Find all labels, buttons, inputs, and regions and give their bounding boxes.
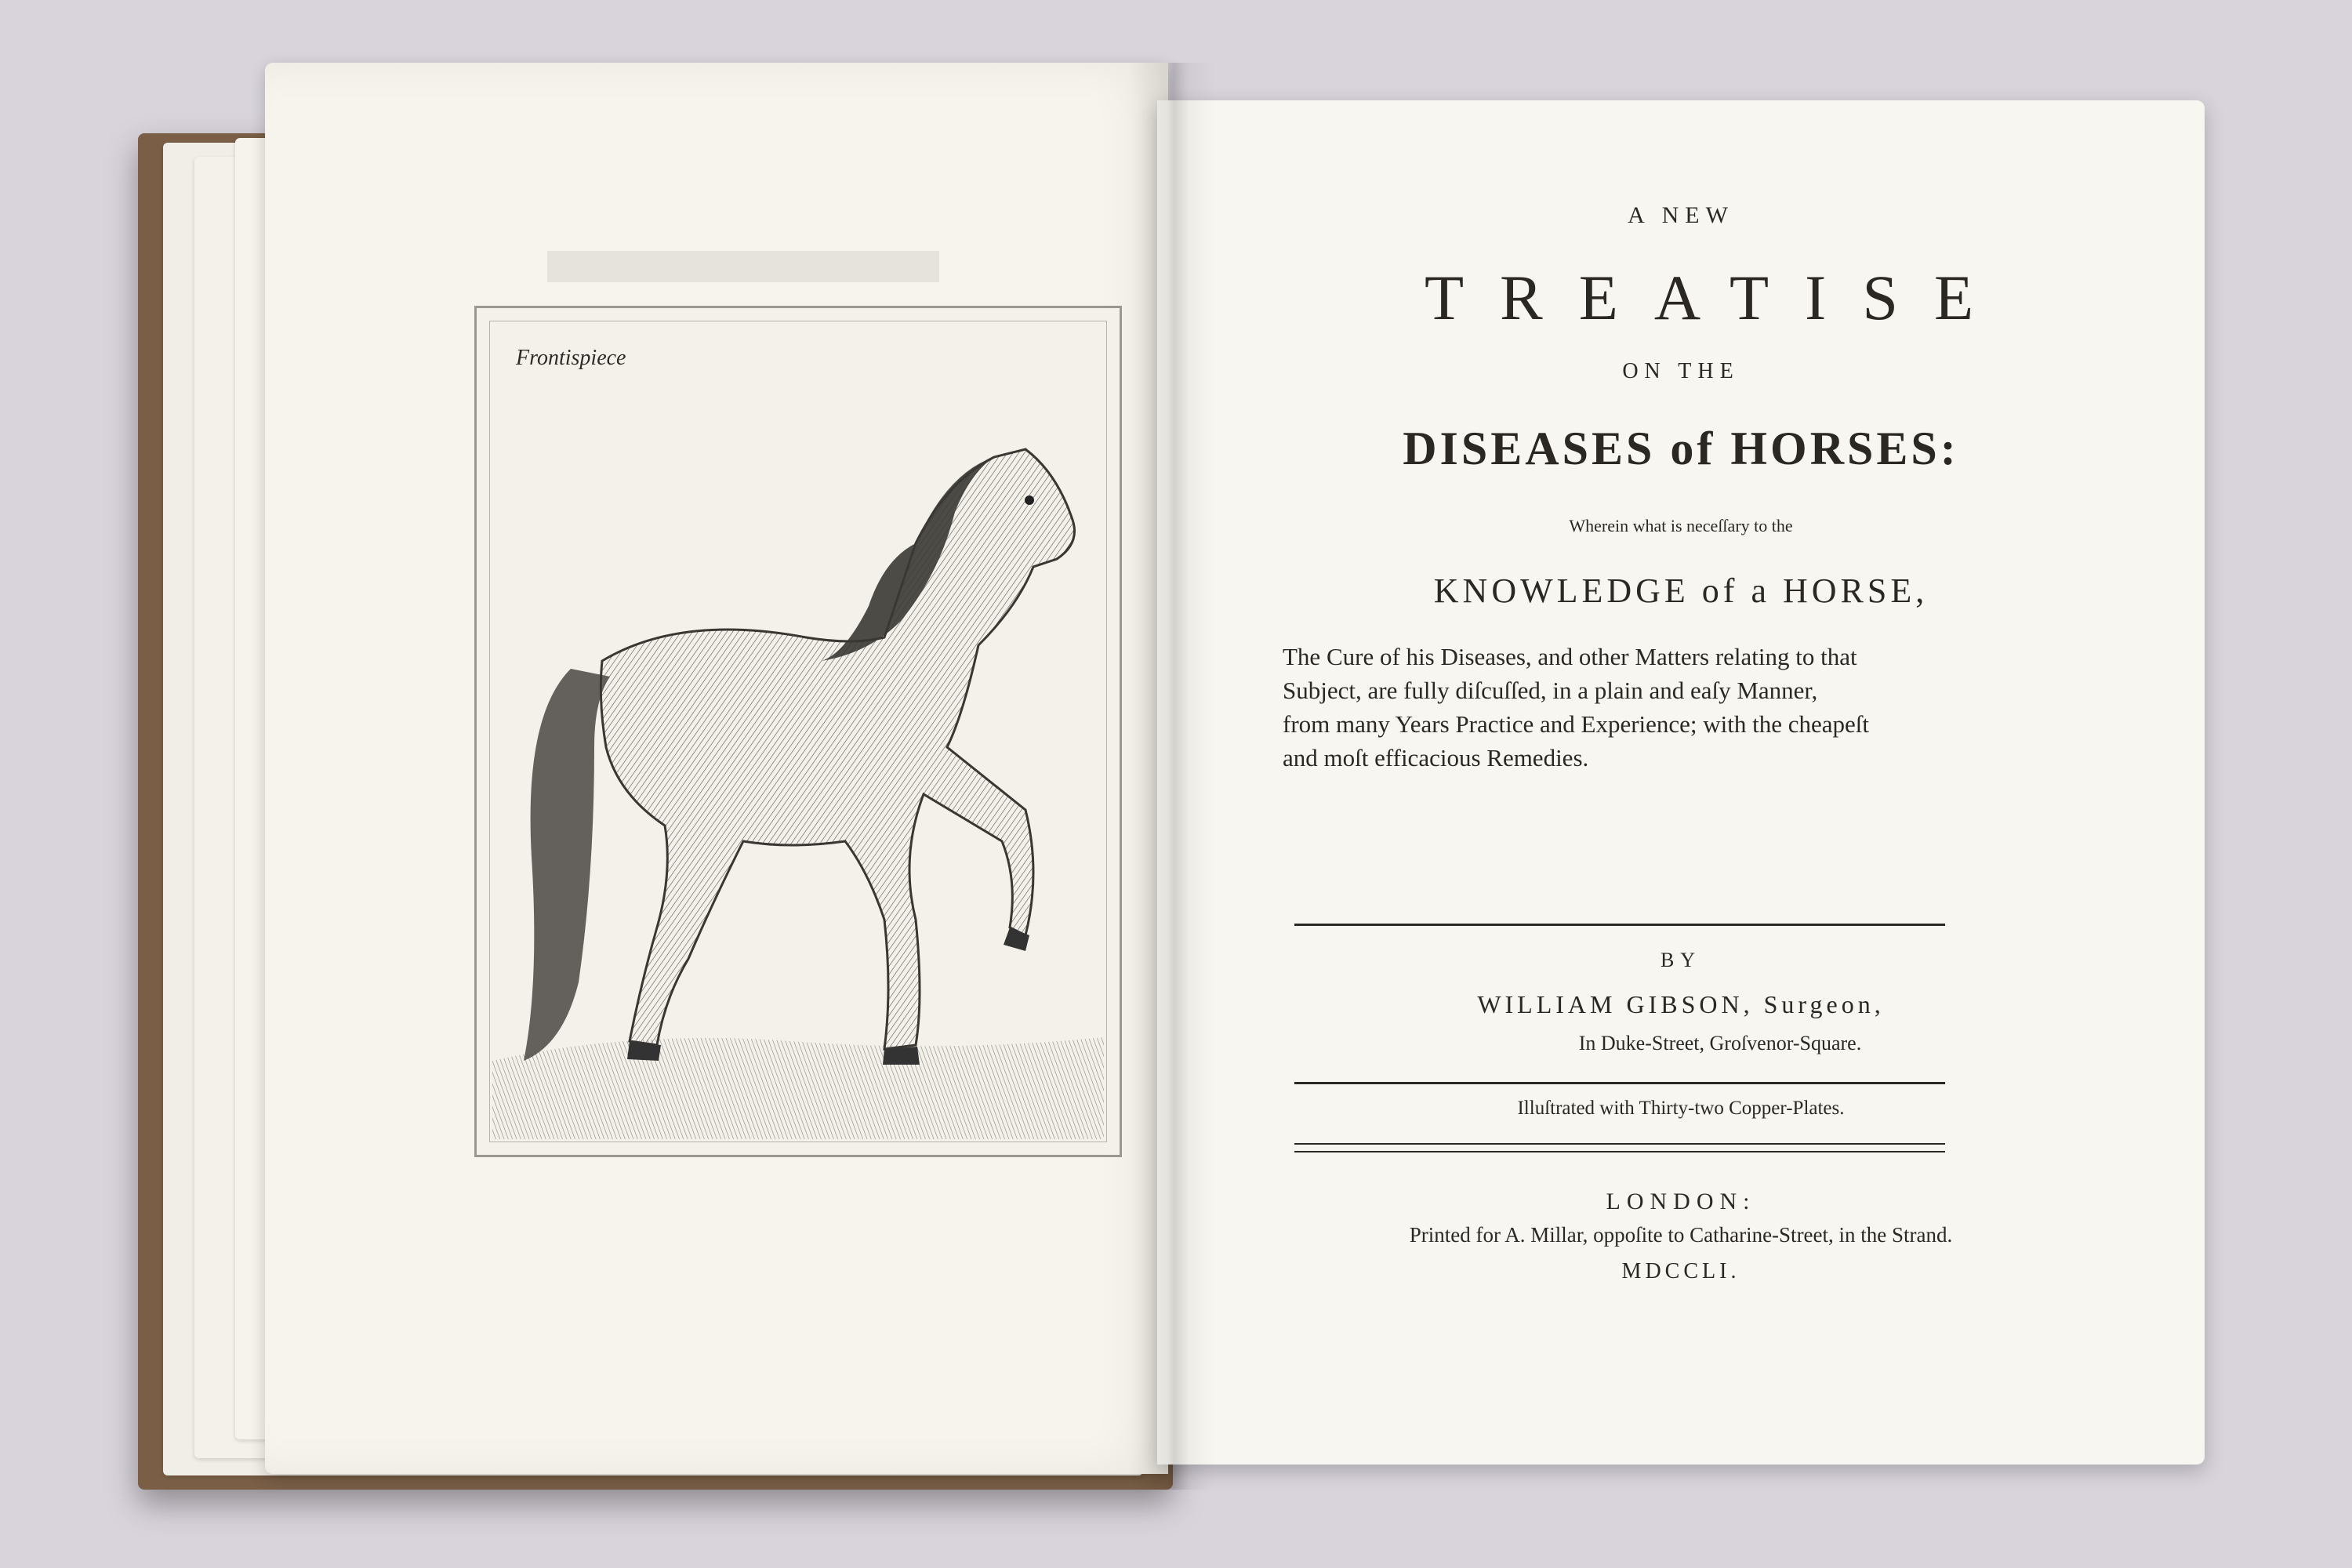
frontispiece-plate (474, 306, 1122, 1157)
title-on-the: ON THE (1622, 359, 1740, 383)
title-knowledge: KNOWLEDGE of a HORSE, (1433, 572, 1929, 610)
author-address: In Duke-Street, Groſvenor-Square. (1578, 1032, 1862, 1054)
divider-rule (1294, 1082, 1945, 1084)
title-page (1157, 100, 2205, 1465)
hoof (883, 1047, 920, 1065)
divider-rule (1294, 1143, 1945, 1145)
imprint-date: MDCCLI. (1621, 1259, 1740, 1283)
horse-engraving (477, 308, 1120, 1155)
title-wherein: Wherein what is neceſſary to the (1569, 516, 1793, 535)
imprint-printer: Printed for A. Millar, oppoſite to Catharine-Street, in the Strand. (1409, 1223, 1953, 1247)
description-line: and moſt efficacious Remedies. (1283, 744, 1589, 771)
title-a-new: A NEW (1628, 202, 1734, 228)
description-line: from many Years Practice and Experience; with the cheapeſt (1283, 710, 1870, 738)
title-diseases: DISEASES of HORSES: (1403, 423, 1959, 474)
left-page (265, 63, 1168, 1474)
description-block (1283, 640, 1949, 775)
horse-tail (524, 669, 610, 1061)
horse-eye (1025, 495, 1034, 505)
divider-rule (1294, 1151, 1945, 1152)
plate-label: Frontispiece (516, 346, 626, 370)
ground (492, 1037, 1104, 1139)
illustrated-note: Illuſtrated with Thirty-two Copper-Plates. (1517, 1098, 1845, 1119)
title-by: BY (1660, 949, 1702, 971)
divider-rule (1294, 924, 1945, 926)
title-main: TREATISE (1424, 262, 2010, 333)
description-line: The Cure of his Diseases, and other Matters relating to that (1283, 643, 1857, 670)
author-name: WILLIAM GIBSON, Surgeon, (1477, 990, 1885, 1018)
horse-body (601, 449, 1074, 1049)
imprint-city: LONDON: (1606, 1189, 1756, 1214)
description-line: Subject, are fully diſcuſſed, in a plain and eaſy Manner, (1283, 677, 1818, 704)
